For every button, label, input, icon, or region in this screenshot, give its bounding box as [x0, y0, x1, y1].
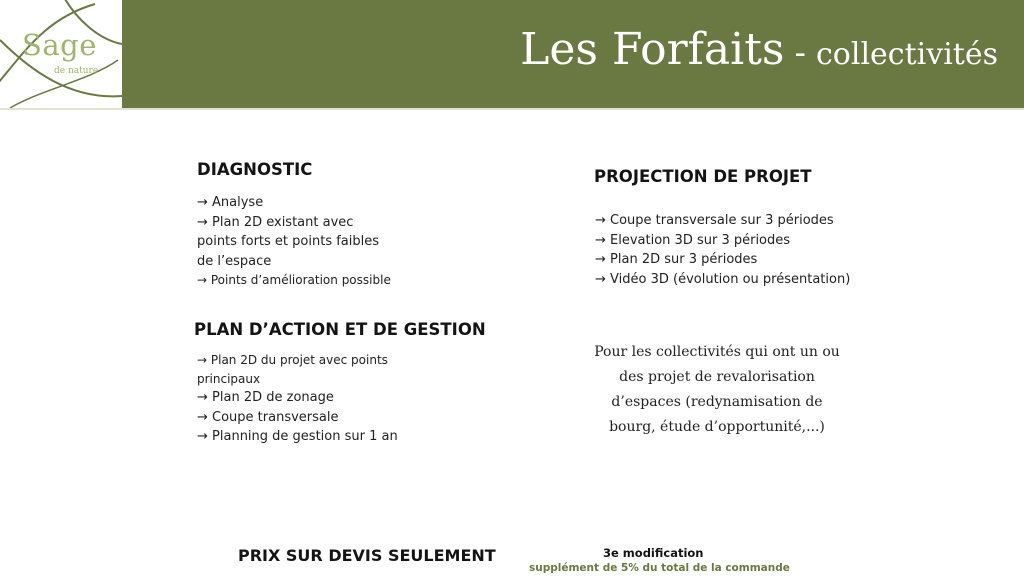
diagnostic-list — [197, 193, 391, 290]
list-item: → Plan 2D de zonage — [197, 388, 398, 408]
list-item: → Vidéo 3D (évolution ou présentation) — [595, 270, 850, 290]
plan-action-list — [197, 351, 398, 447]
page-title-main: Les Forfaits — [520, 24, 785, 75]
projection-title: PROJECTION DE PROJET — [594, 167, 812, 186]
list-item: → Plan 2D sur 3 périodes — [595, 250, 850, 270]
list-item: → Planning de gestion sur 1 an — [197, 427, 398, 447]
logo-subtitle: de nature — [54, 66, 99, 76]
page-title-sub: collectivités — [815, 37, 998, 72]
list-item: → Coupe transversale — [197, 408, 398, 428]
diagnostic-title: DIAGNOSTIC — [197, 160, 313, 179]
logo-word: Sage — [22, 28, 97, 62]
list-item: → Elevation 3D sur 3 périodes — [595, 231, 850, 251]
plan-action-title: PLAN D’ACTION ET DE GESTION — [194, 320, 486, 339]
list-item: → Analyse — [197, 193, 391, 213]
header-divider — [0, 108, 1024, 110]
collectivites-note: Pour les collectivités qui ont un ou des projet de revalorisation d’espaces (redynamisation de bourg, étude d’opportunité,...) — [594, 344, 840, 435]
list-item: principaux — [197, 371, 261, 386]
projection-list — [595, 211, 850, 289]
modification-title: 3e modification — [603, 546, 704, 560]
page-title — [520, 24, 998, 75]
price-label: PRIX SUR DEVIS SEULEMENT — [238, 546, 496, 565]
page-title-dash: - — [794, 33, 806, 73]
list-item: → Plan 2D existant avec — [197, 213, 391, 233]
list-item: → Plan 2D du projet avec points — [197, 351, 398, 370]
logo — [0, 0, 122, 108]
list-item: points forts et points faibles — [197, 234, 380, 249]
modification-detail: supplément de 5% du total de la commande — [529, 562, 790, 574]
list-item: → Coupe transversale sur 3 périodes — [595, 211, 850, 231]
list-item: → Points d’amélioration possible — [197, 271, 391, 290]
list-item: de l’espace — [197, 253, 272, 269]
